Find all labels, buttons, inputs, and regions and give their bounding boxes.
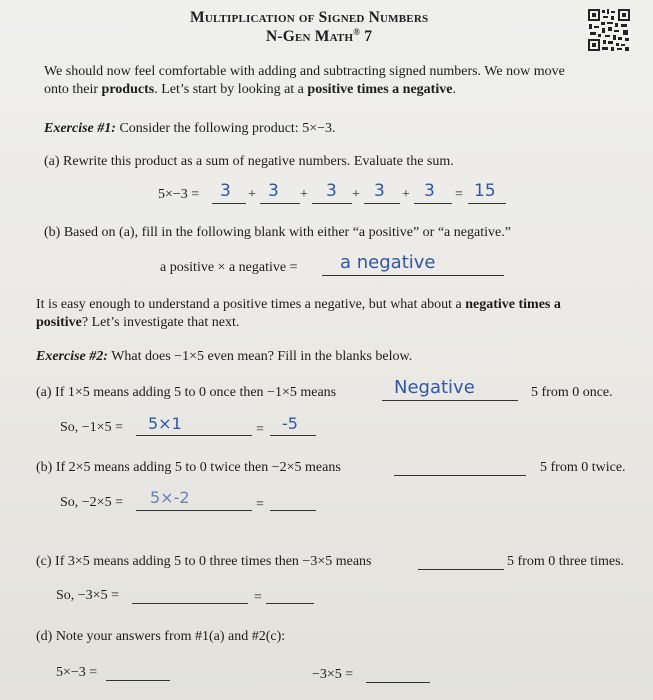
blank-line[interactable]	[322, 275, 504, 276]
exercise-2-label: Exercise #2:	[36, 349, 108, 364]
transition-text: It is easy enough to understand a positive times a negative, but what about a	[36, 297, 466, 312]
blank-line[interactable]	[260, 203, 300, 204]
equals-sign: =	[256, 422, 264, 437]
exercise-1a-prompt: (a) Rewrite this product as a sum of negative numbers. Evaluate the sum.	[44, 154, 454, 169]
transition-line-2	[36, 314, 239, 332]
exercise-2c-so: So, −3×5 =	[56, 588, 119, 603]
registered-mark: ®	[353, 27, 361, 37]
exercise-1-prompt: Consider the following product: 5×−3.	[119, 121, 336, 136]
exercise-2a-so: So, −1×5 =	[60, 420, 123, 435]
handwritten-term-2: 3	[268, 181, 279, 201]
equals-sign: =	[256, 497, 264, 512]
exercise-1-label: Exercise #1:	[44, 121, 116, 136]
transition-positive: positive	[36, 315, 82, 330]
equals-sign: =	[455, 187, 463, 202]
exercise-2d-prompt: (d) Note your answers from #1(a) and #2(c):	[36, 629, 286, 644]
exercise-2c-prompt: (c) If 3×5 means adding 5 to 0 three times then −3×5 means	[36, 554, 372, 569]
exercise-2d-left: 5×−3 =	[56, 665, 98, 680]
blank-line[interactable]	[136, 510, 252, 511]
blank-line[interactable]	[364, 203, 400, 204]
exercise-2c-suffix: 5 from 0 three times.	[507, 554, 625, 569]
handwritten-minus-5: -5	[282, 414, 298, 433]
blank-line[interactable]	[212, 203, 246, 204]
handwritten-term-4: 3	[374, 181, 385, 201]
handwritten-5x1: 5×1	[148, 414, 182, 433]
plus-sign: +	[402, 187, 410, 202]
exercise-2-prompt: What does −1×5 even mean? Fill in the blanks below.	[111, 349, 413, 364]
worksheet-title: Multiplication of Signed Numbers	[190, 9, 429, 26]
grade-number: 7	[364, 28, 373, 46]
handwritten-sum: 15	[474, 181, 496, 201]
qr-code-icon	[587, 8, 631, 52]
blank-line[interactable]	[418, 569, 504, 570]
blank-line[interactable]	[414, 203, 452, 204]
intro-text: onto their	[44, 82, 102, 97]
intro-text: . Let’s start by looking at a	[154, 82, 308, 97]
exercise-1-heading	[44, 120, 335, 138]
transition-negative-times: negative times a	[465, 297, 561, 312]
blank-line[interactable]	[266, 603, 314, 604]
exercise-2a-prompt: (a) If 1×5 means adding 5 to 0 once then −1×5 means	[36, 385, 337, 400]
exercise-2-heading	[36, 348, 412, 366]
blank-line[interactable]	[382, 400, 518, 401]
blank-line[interactable]	[136, 435, 252, 436]
blank-line[interactable]	[270, 435, 316, 436]
exercise-1b-lhs: a positive × a negative =	[160, 260, 298, 275]
subtitle-text: N-Gen Math	[266, 28, 354, 46]
exercise-1a-lhs: 5×−3 =	[158, 187, 200, 202]
intro-text: .	[452, 82, 456, 97]
handwritten-5x-2: 5×-2	[150, 488, 190, 507]
transition-text: ? Let’s investigate that next.	[81, 315, 240, 330]
blank-line[interactable]	[106, 680, 170, 681]
exercise-2b-suffix: 5 from 0 twice.	[540, 460, 626, 475]
handwritten-a-negative: a negative	[340, 252, 436, 273]
worksheet-subtitle	[266, 27, 372, 46]
equals-sign: =	[254, 590, 262, 605]
handwritten-term-1: 3	[220, 181, 231, 201]
exercise-2b-so: So, −2×5 =	[60, 495, 123, 510]
intro-line-2	[44, 81, 456, 99]
exercise-1b-prompt: (b) Based on (a), fill in the following blank with either “a positive” or “a negative.”	[44, 225, 511, 240]
handwritten-negative: Negative	[394, 377, 475, 398]
blank-line[interactable]	[132, 603, 248, 604]
plus-sign: +	[300, 187, 308, 202]
blank-line[interactable]	[366, 682, 430, 683]
plus-sign: +	[248, 187, 256, 202]
blank-line[interactable]	[312, 203, 352, 204]
intro-positive-times-negative: positive times a negative	[307, 82, 453, 97]
transition-line-1	[36, 296, 561, 314]
exercise-2a-suffix: 5 from 0 once.	[531, 385, 613, 400]
plus-sign: +	[352, 187, 360, 202]
blank-line[interactable]	[394, 475, 526, 476]
blank-line[interactable]	[270, 510, 316, 511]
exercise-2b-prompt: (b) If 2×5 means adding 5 to 0 twice then −2×5 means	[36, 460, 341, 475]
blank-line[interactable]	[468, 203, 506, 204]
intro-line-1: We should now feel comfortable with adding and subtracting signed numbers. We now move	[44, 64, 565, 79]
intro-products: products	[101, 82, 155, 97]
handwritten-term-3: 3	[326, 181, 337, 201]
handwritten-term-5: 3	[424, 181, 435, 201]
exercise-2d-right: −3×5 =	[312, 667, 354, 682]
